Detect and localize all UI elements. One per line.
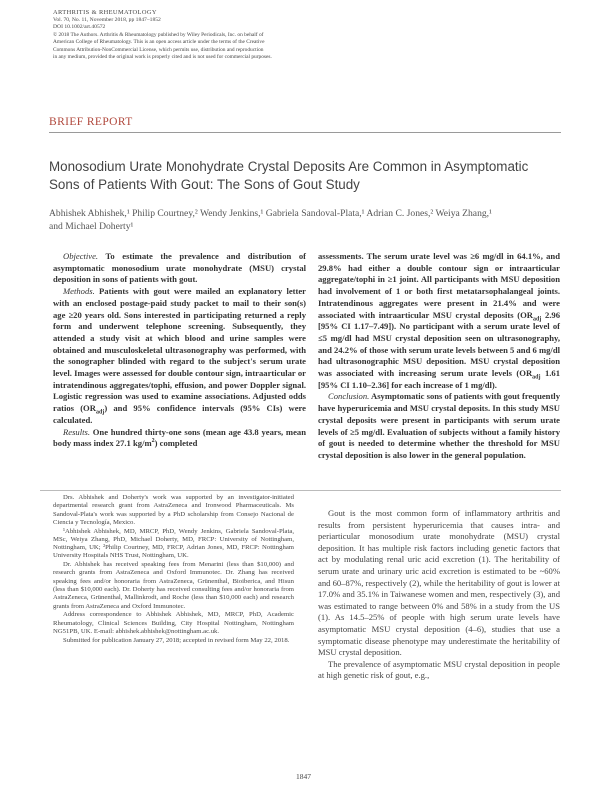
- title-line-2: Sons of Patients With Gout: The Sons of Gout Study: [49, 176, 360, 192]
- authors-line-1: Abhishek Abhishek,¹ Philip Courtney,² Wendy Jenkins,¹ Gabriela Sandoval-Plata,¹ Adrian C. Jones,² Weiya Zhang,¹: [49, 208, 492, 219]
- journal-name: ARTHRITIS & RHEUMATOLOGY: [53, 9, 157, 16]
- abstract-conclusion: [318, 391, 560, 461]
- objective-text: To estimate the prevalence and distribution of asymptomatic monosodium urate monohydrate (MSU) crystal deposition in sons of patients with gout.: [53, 251, 306, 285]
- section-label: BRIEF REPORT: [49, 116, 133, 128]
- results-text: One hundred thirty-one sons (mean age 43.8 years, mean body mass index 27.1 kg/m: [53, 426, 306, 449]
- footnote-submitted: Submitted for publication January 27, 2018; accepted in revised form May 22, 2018.: [63, 636, 290, 644]
- results-cont-1: assessments. The serum urate level was ≥6 mg/dl in 64.1%, and 29.8% had either a double contour sign or intraarticular aggregate/tophi in ≥1 joint. All participants with MSU deposition had involvement of 1 or both first metatarsophalangeal joints. Intratendinous aggregates were present in 21.4% and were associated with intraarticular MSU crystal deposits (OR: [318, 251, 560, 320]
- results-label: Results.: [63, 426, 90, 437]
- doi: DOI 10.1002/art.40572: [53, 24, 106, 31]
- footnote-affiliations: ¹Abhishek Abhishek, MD, MRCP, PhD, Wendy Jenkins, Gabriela Sandoval-Plata, MSc, Weiya Zhang, PhD, Michael Doherty, MD, FRCP: University of Nottingham, Nottingham, UK; ²Philip Courtney, MD, FRCP, Adrian Jones, MD, FRCP: Nottingham University Hospitals NHS Trust, Nottingham, UK.: [53, 527, 294, 560]
- volume-info: Vol. 70, No. 11, November 2018, pp 1847–1852: [53, 16, 161, 23]
- conclusion-label: Conclusion.: [328, 391, 370, 402]
- abstract-results-continued: [318, 251, 560, 391]
- copyright-notice: © 2018 The Authors. Arthritis & Rheumatology published by Wiley Periodicals, Inc. on behalf of: [53, 31, 264, 38]
- results-superscript: 2: [151, 438, 155, 445]
- footnote-correspondence: Address correspondence to Abhishek Abhishek, MD, MRCP, PhD, Academic Rheumatology, Clinical Sciences Building, City Hospital Nottingham, Nottingham NG51PB, UK. E-mail: abhishek.abhishek@nottingham.ac.uk.: [53, 611, 294, 635]
- abstract-left-column: [53, 251, 306, 450]
- results-cont-3: 1.61 [95% CI 1.10–2.36] for each increase of 1 mg/dl).: [318, 368, 560, 390]
- abstract-objective: [53, 251, 306, 286]
- article-title: [49, 158, 569, 193]
- author-list: [49, 208, 569, 233]
- results-cont-sub-1: adj: [532, 316, 542, 323]
- conclusion-text: Asymptomatic sons of patients with gout frequently have hyperuricemia and MSU crystal deposits. In this study MSU crystal deposits were present in participants with serum urate levels of ≥5 mg/dl. Evaluation of subjects without a family history of gout is needed to determine whether the threshold for MSU crystal deposition is also lower in the general population.: [318, 391, 560, 460]
- body-text-column: [318, 508, 560, 682]
- section-divider: [49, 132, 561, 133]
- license-line-1: American College of Rheumatology. This is an open access article under the terms of the Creative: [53, 39, 265, 46]
- results-text-end: ) completed: [154, 438, 198, 449]
- results-cont-sub-2: adj: [532, 374, 541, 381]
- footnotes: [53, 494, 294, 645]
- abstract-separator: [40, 490, 561, 491]
- journal-header: [53, 9, 373, 61]
- abstract-results: [53, 427, 306, 450]
- methods-text-end: ) and 95% confidence intervals (95% CIs) were calculated.: [53, 403, 306, 425]
- body-paragraph-2: The prevalence of asymptomatic MSU crystal deposition in people at high genetic risk of gout, e.g.,: [318, 658, 560, 681]
- authors-line-2: and Michael Doherty¹: [49, 220, 134, 232]
- license-line-2: Commons Attribution-NonCommercial License, which permits use, distribution and reproduction: [53, 46, 264, 53]
- footnote-funding: Drs. Abhishek and Doherty's work was supported by an investigator-initiated departmental research grant from AstraZeneca and Ironwood Pharmaceuticals. Ms Sandoval-Plata's work was supported by a PhD scholarship from Consejo Nacional de Ciencia y Tecnología, Mexico.: [53, 494, 294, 526]
- page-number: 1847: [296, 772, 311, 781]
- license-line-3: in any medium, provided the original work is properly cited and is not used for commercial purposes.: [53, 54, 272, 60]
- methods-text: Patients with gout were mailed an explanatory letter with an enclosed postage-paid study packet to mail to their son(s) age ≥20 years old. Sons interested in participating returned a reply form and underwent telephone screening. Subsequently, they attended a study visit at which blood and urine samples were obtained and musculoskeletal ultrasonography was performed, with the sonographer blinded with regard to the subject's serum urate level. Images were assessed for double contour sign, intraarticular or intratendinous aggregates/tophi, effusion, and power Doppler signal. Logistic regression was used to examine associations. Adjusted odds ratios (OR: [53, 286, 306, 414]
- objective-label: Objective.: [63, 251, 99, 261]
- body-paragraph-1: Gout is the most common form of inflammatory arthritis and results from persistent hyperuricemia that causes intra- and periarticular monosodium urate monohydrate (MSU) crystal deposition. It has multiple risk factors including genetic factors that act by modulating renal uric acid excretion (1). The heritability of serum urate and urinary uric acid excretion is estimated to be ~60% and 60–87%, respectively (2), while the heritability of gout is lower at 17.0% and 35.1% in Taiwanese women and men, respectively (3), and was estimated to range between 0% and 58% in a study from the US (1). As 14.5–25% of people with high serum urate levels have asymptomatic MSU crystal deposition (4–6), studies that use a symptomatic disease phenotype may underestimate the heritability of MSU crystal deposition.: [318, 508, 560, 658]
- methods-label: Methods.: [63, 286, 95, 297]
- title-line-1: Monosodium Urate Monohydrate Crystal Deposits Are Common in Asymptomatic: [49, 159, 529, 174]
- abstract-right-column: [318, 251, 560, 462]
- footnote-disclosures: Dr. Abhishek has received speaking fees from Menarini (less than $10,000) and research grants from AstraZeneca and Oxford Immunotec. Dr. Zhang has received speaking fees and/or honoraria from AstraZeneca, Grünenthal, Bioiberica, and Hisun (less than $10,000 each). Dr. Doherty has received consulting fees and/or honoraria from AstraZeneca, Grünenthal, Mallinkrodt, and Roche (less than $10,000 each) and research grants from AstraZeneca and Oxford Immunotec.: [53, 561, 294, 610]
- methods-subscript: adj: [95, 409, 105, 416]
- results-cont-2: 2.96 [95% CI 1.17–7.49]). No participant with a serum urate level of ≤5 mg/dl had MSU crystal deposition seen on ultrasonography, and 24.2% of those with serum urate levels between 5 and 6 mg/dl had ultrasonographic MSU deposition. MSU crystal deposition was associated with increasing serum urate levels (OR: [318, 309, 560, 379]
- abstract-methods: [53, 286, 306, 426]
